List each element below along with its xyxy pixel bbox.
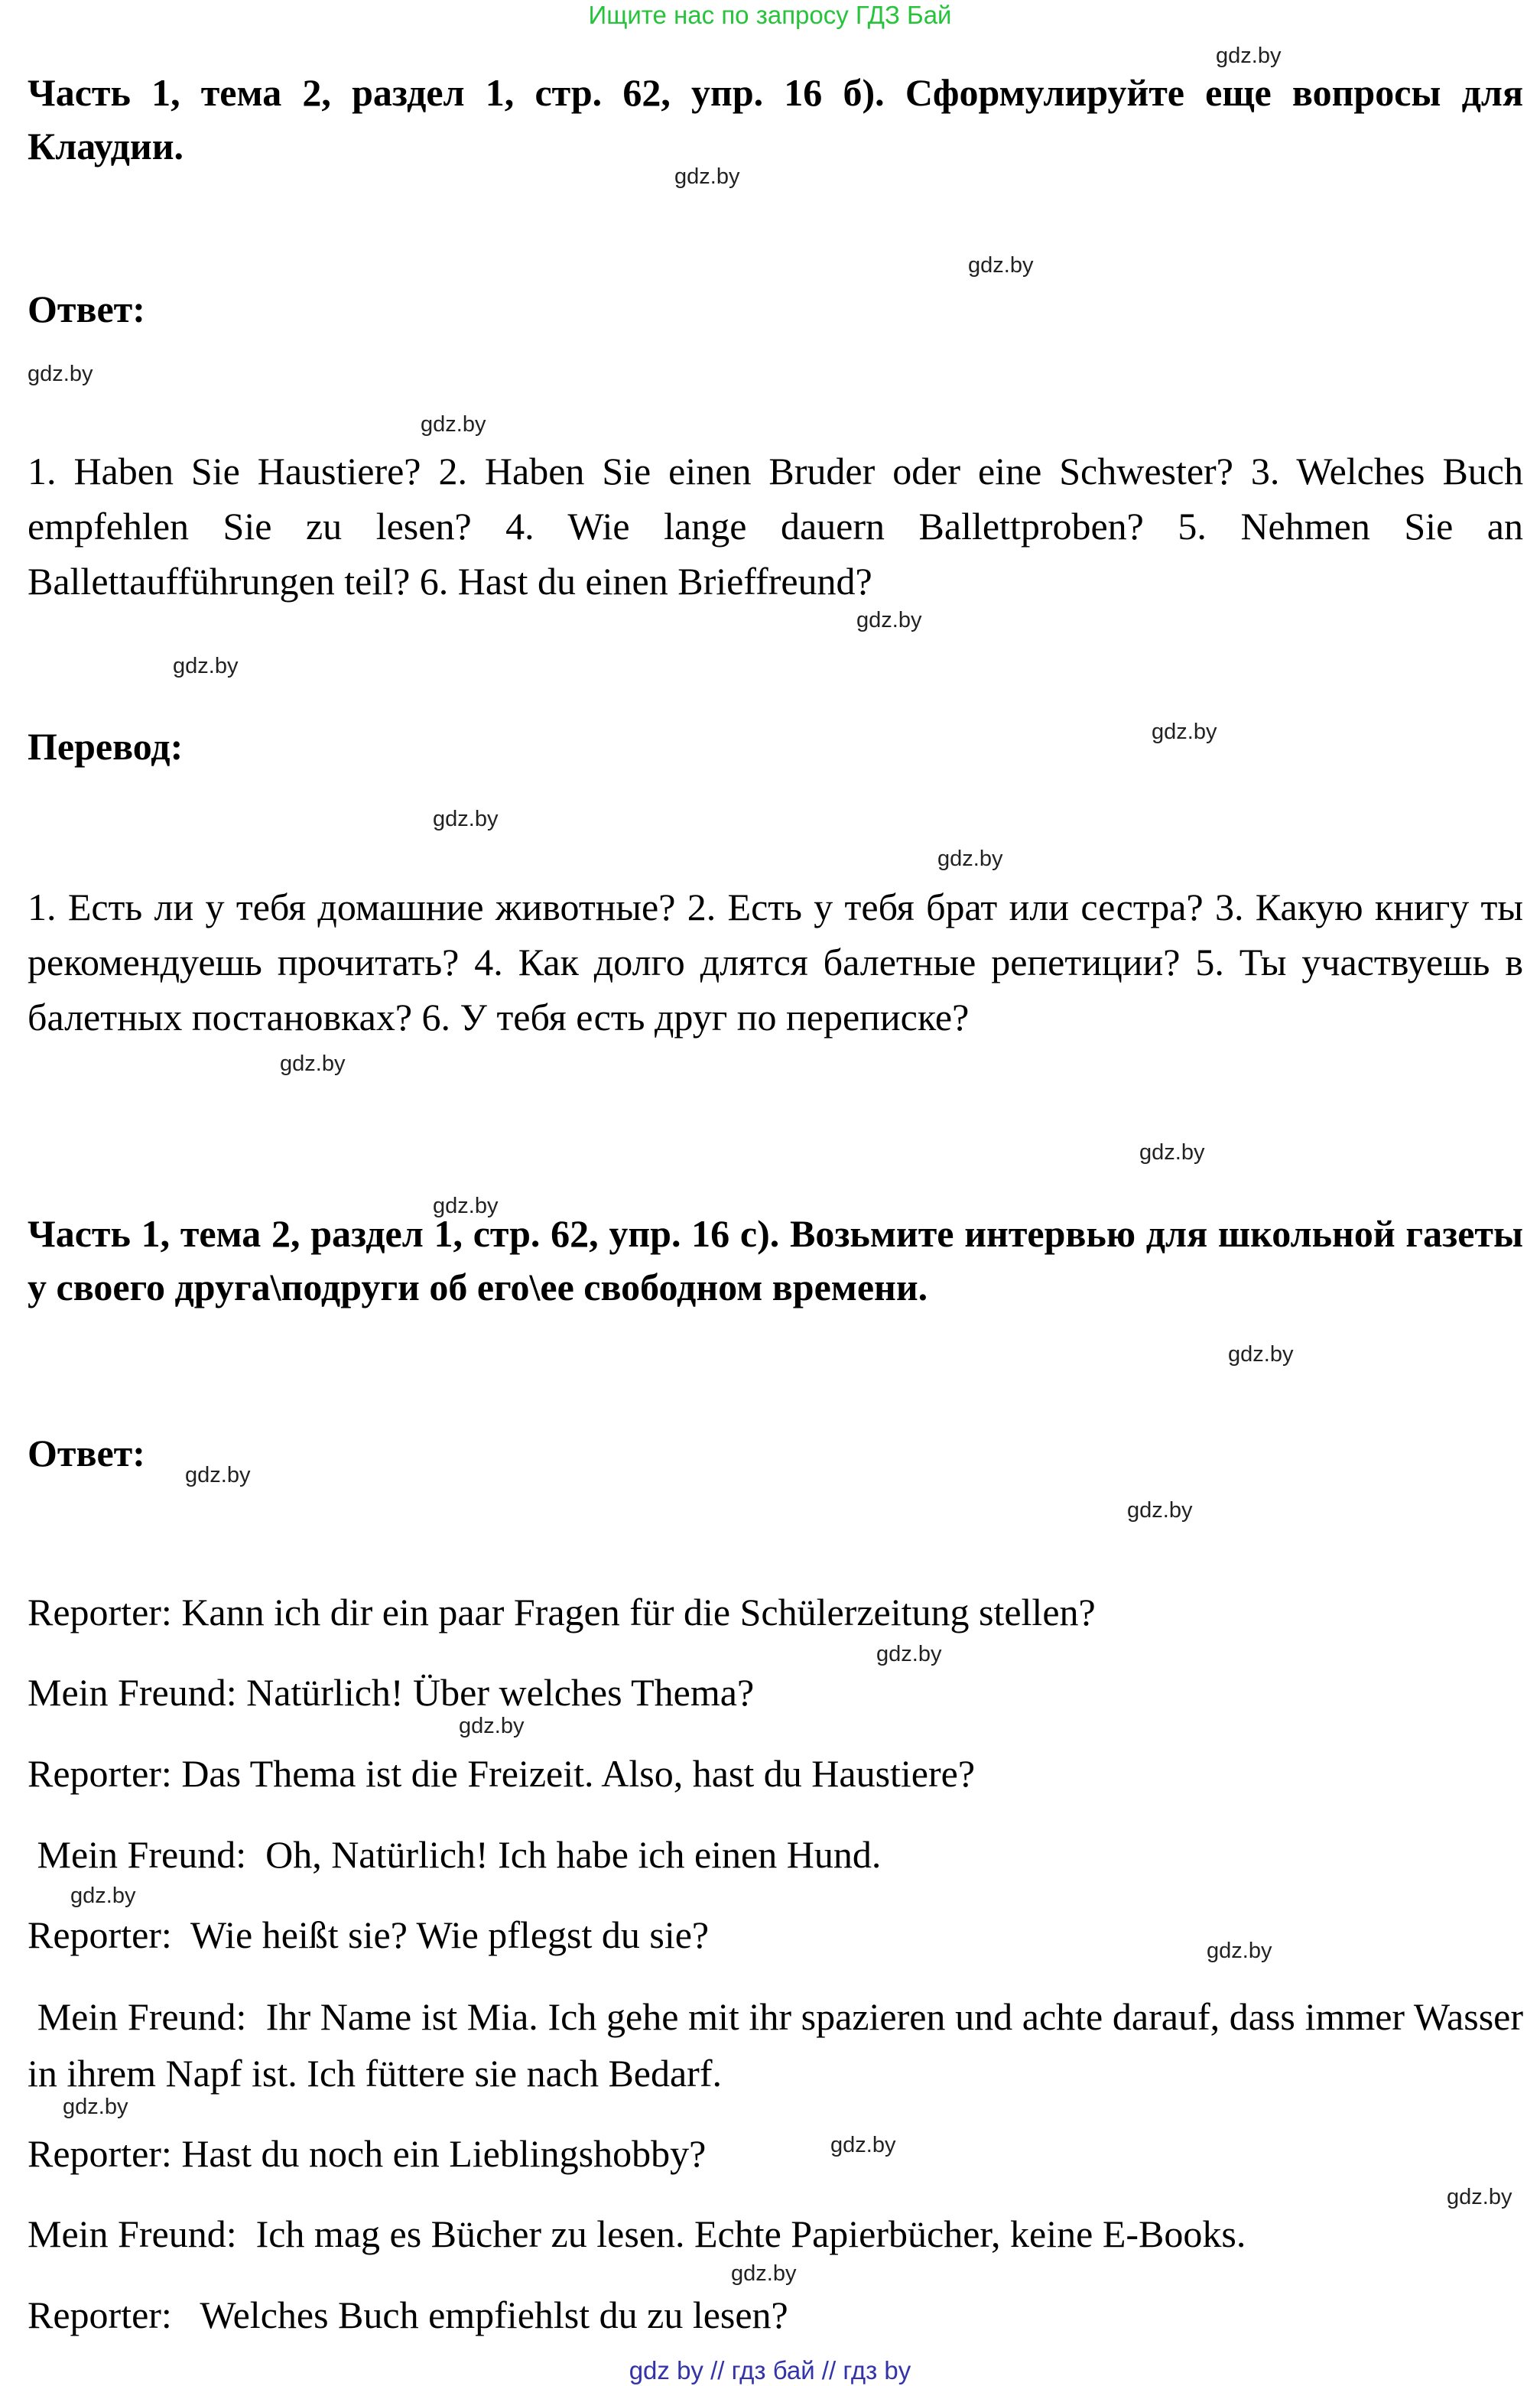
watermark: gdz.by xyxy=(70,1884,136,1908)
section1-translation-label: Перевод: xyxy=(28,725,184,768)
watermark: gdz.by xyxy=(968,253,1034,278)
section2-heading: Часть 1, тема 2, раздел 1, стр. 62, упр. 16 c). Возьмите интервью для школьной газеты у своего друга\подруги об его\ее свободном времени. xyxy=(28,1212,1523,1308)
section1-answer-label: Ответ: xyxy=(28,288,145,330)
dialogue-line: Reporter: Wie heißt sie? Wie pflegst du sie? xyxy=(28,1913,710,1956)
dialogue-line: Reporter: Kann ich dir ein paar Fragen für die Schülerzeitung stellen? xyxy=(28,1591,1096,1633)
watermark: gdz.by xyxy=(1216,44,1282,68)
watermark: gdz.by xyxy=(1152,720,1217,744)
watermark: gdz.by xyxy=(280,1052,346,1076)
watermark: gdz.by xyxy=(1207,1939,1272,1963)
dialogue-line: Reporter: Welches Buch empfiehlst du zu lesen? xyxy=(28,2293,788,2336)
section1-translation-text: 1. Есть ли у тебя домашние животные? 2. Есть у тебя брат или сестра? 3. Какую книгу ты рекомендуешь прочитать? 4. Как долго длятся балетные репетиции? 5. Ты участвуешь в балетных постановках? 6. У тебя есть друг по переписке? xyxy=(28,886,1523,1039)
watermark: gdz.by xyxy=(856,608,922,632)
watermark: gdz.by xyxy=(937,847,1003,871)
watermark: gdz.by xyxy=(28,362,93,386)
dialogue-line: Mein Freund: Ihr Name ist Mia. Ich gehe mit ihr spazieren und achte darauf, dass immer Wasser in ihrem Napf ist. Ich füttere sie nach Bedarf. xyxy=(28,1995,1533,2095)
watermark: gdz.by xyxy=(173,654,239,678)
watermark: gdz.by xyxy=(731,2261,797,2286)
watermark: gdz.by xyxy=(433,1194,499,1218)
dialogue-line: Mein Freund: Oh, Natürlich! Ich habe ich einen Hund. xyxy=(28,1833,882,1876)
watermark: gdz.by xyxy=(674,164,740,189)
watermark: gdz.by xyxy=(185,1463,251,1487)
footer-links[interactable]: gdz by // гдз бай // гдз by xyxy=(629,2356,911,2384)
section2-answer-label: Ответ: xyxy=(28,1432,145,1474)
section1-heading: Часть 1, тема 2, раздел 1, стр. 62, упр. 16 б). Сформулируйте еще вопросы для Клаудии. xyxy=(28,71,1523,167)
watermark: gdz.by xyxy=(433,807,499,831)
watermark: gdz.by xyxy=(830,2133,896,2157)
watermark: gdz.by xyxy=(1447,2185,1512,2209)
watermark: gdz.by xyxy=(1228,1342,1294,1367)
watermark: gdz.by xyxy=(876,1642,942,1666)
top-banner[interactable]: Ищите нас по запросу ГДЗ Бай xyxy=(588,1,952,29)
watermark: gdz.by xyxy=(63,2095,128,2119)
watermark: gdz.by xyxy=(1127,1498,1193,1523)
dialogue-line: Reporter: Hast du noch ein Lieblingshobby? xyxy=(28,2132,707,2175)
watermark: gdz.by xyxy=(459,1714,525,1738)
dialogue-line: Mein Freund: Natürlich! Über welches Thema? xyxy=(28,1671,755,1714)
watermark: gdz.by xyxy=(1139,1140,1205,1165)
watermark: gdz.by xyxy=(421,412,486,437)
dialogue-line: Reporter: Das Thema ist die Freizeit. Also, hast du Haustiere? xyxy=(28,1752,976,1795)
dialogue-line: Mein Freund: Ich mag es Bücher zu lesen. Echte Papierbücher, keine E-Books. xyxy=(28,2212,1246,2255)
section1-answer-text: 1. Haben Sie Haustiere? 2. Haben Sie einen Bruder oder eine Schwester? 3. Welches Buch empfehlen Sie zu lesen? 4. Wie lange dauern Ballettproben? 5. Nehmen Sie an Ballettaufführungen teil? 6. Hast du einen Brieffreund? xyxy=(28,450,1523,603)
